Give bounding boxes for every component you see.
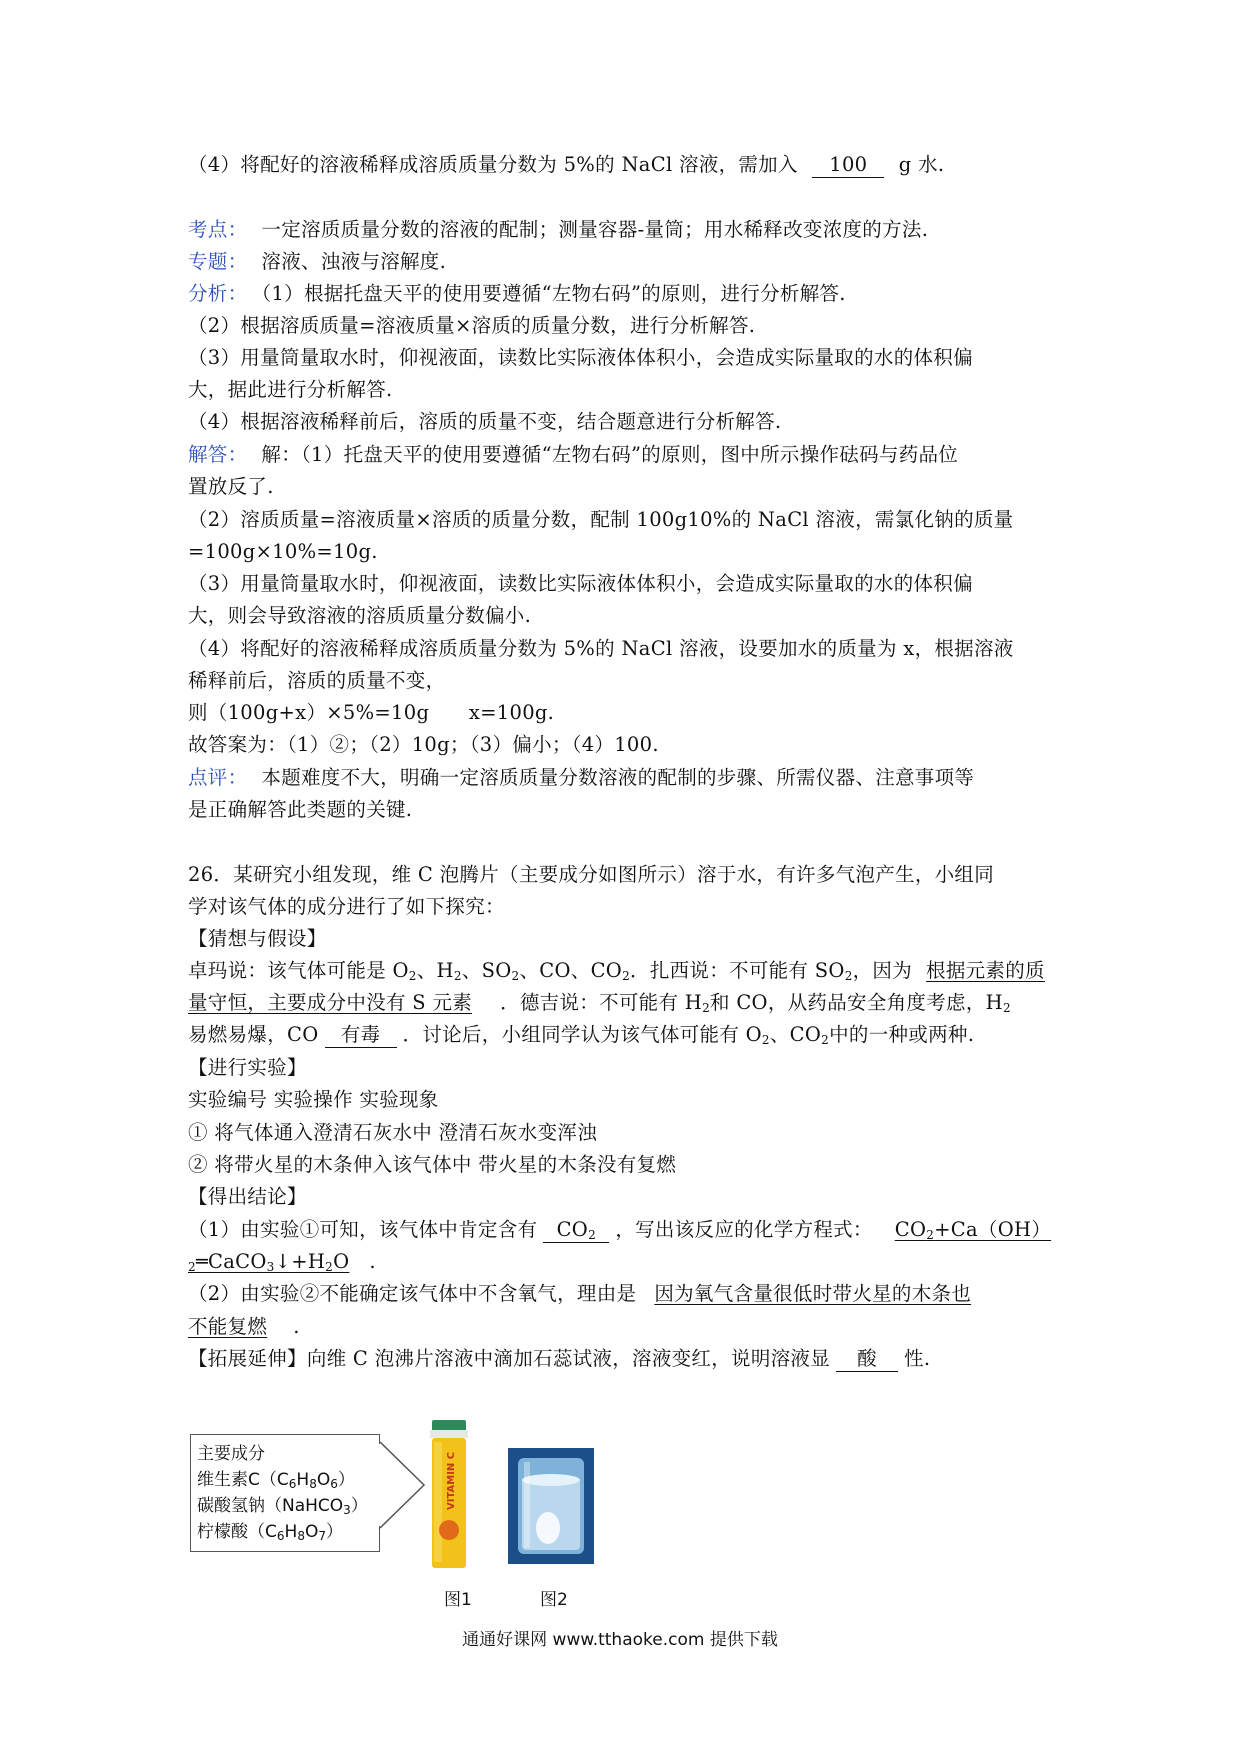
fenxi-4: （4）根据溶液稀释前后，溶质的质量不变，结合题意进行分析解答. — [188, 410, 782, 433]
jieda-3a: （3）用量筒量取水时，仰视液面，读数比实际液体体积小，会造成实际量取的水的体积偏 — [188, 572, 973, 595]
jieda-2a: （2）溶质质量=溶液质量×溶质的质量分数，配制 100g10%的 NaCl 溶液，需氯化钠的质量 — [188, 508, 1014, 531]
q4-text: （4）将配好的溶液稀释成溶质质量分数为 5%的 NaCl 溶液，需加入 — [188, 153, 798, 176]
ingredient-title: 主要成分 — [197, 1444, 265, 1464]
conclusion-1-cont: $_2═CaCO_3↓+H_2O$ . — [188, 1250, 376, 1274]
guess-line-1: 卓玛说：该气体可能是 $O_2$、$H_2$、$SO_2$、CO、$CO_2$．扎西说：不可能有 $SO_2$，因为 根据元素的质 — [188, 959, 1045, 983]
jieda-4b: 稀释前后，溶质的质量不变， — [188, 669, 446, 692]
heading-guess: 【猜想与假设】 — [188, 927, 327, 950]
exp-2: ② 将带火星的木条伸入该气体中 带火星的木条没有复燃 — [188, 1153, 677, 1176]
answer-co2: $CO_2$ — [543, 1218, 609, 1243]
exp-1: ① 将气体通入澄清石灰水中 澄清石灰水变浑浊 — [188, 1121, 597, 1144]
jieda-3b: 大，则会导致溶液的溶质质量分数偏小. — [188, 604, 532, 627]
extension: 【拓展延伸】向维 C 泡沸片溶液中滴加石蕊试液，溶液变红，说明溶液显 酸 性. — [188, 1347, 931, 1370]
callout-pointer — [378, 1440, 428, 1530]
dianping: 点评： 本题难度不大，明确一定溶质质量分数溶液的配制的步骤、所需仪器、注意事项等 — [188, 766, 975, 789]
guess-line-2: 量守恒，主要成分中没有 S 元素 ．德吉说：不可能有 $H_2$和 CO，从药品安全角度考虑，$H_2$ — [188, 991, 1011, 1015]
figure-2-caption: 图2 — [540, 1590, 568, 1610]
answer-reason: 根据元素的质 — [926, 959, 1045, 982]
fenxi: 分析： （1）根据托盘天平的使用要遵循“左物右码”的原则，进行分析解答. — [188, 282, 846, 305]
dianping-label: 点评： — [188, 766, 248, 789]
conclusion-2-cont: 不能复燃 . — [188, 1315, 300, 1338]
conclusion-1: （1）由实验①可知，该气体中肯定含有 $CO_2$ ，写出该反应的化学方程式： $CO_2+Ca(OH)$ — [188, 1218, 1052, 1242]
zhuanti: 专题： 溶液、浊液与溶解度. — [188, 250, 447, 273]
jieda-label: 解答： — [188, 443, 248, 466]
ingredient-citric: 柠檬酸$(C_6H_8O_7)$ — [197, 1522, 343, 1543]
answer-oxygen: 因为氧气含量很低时带火星的木条也 — [654, 1282, 972, 1305]
ingredient-vitc: 维生素$C(C_6H_8O_6)$ — [197, 1470, 355, 1491]
jieda-4a: （4）将配好的溶液稀释成溶质质量分数为 5%的 NaCl 溶液，设要加水的质量为 x，根据溶液 — [188, 637, 1014, 660]
heading-exp: 【进行实验】 — [188, 1056, 307, 1079]
q26-intro-b: 学对该气体的成分进行了如下探究： — [188, 895, 505, 918]
footer-text: 通通好课网 www.tthaoke.com 提供下载 — [462, 1630, 778, 1650]
fenxi-2: （2）根据溶质质量=溶液质量×溶质的质量分数，进行分析解答. — [188, 314, 756, 337]
jieda-2b: =100g×10%=10g. — [188, 540, 378, 563]
q26-intro-a: 26．某研究小组发现，维 C 泡腾片（主要成分如图所示）溶于水，有许多气泡产生，小组同 — [188, 863, 995, 886]
exp-header: 实验编号 实验操作 实验现象 — [188, 1088, 439, 1111]
answer-reason-cont: 量守恒，主要成分中没有 S 元素 — [188, 991, 473, 1014]
svg-text:VITAMIN C: VITAMIN C — [446, 1451, 457, 1510]
dianping-b: 是正确解答此类题的关键. — [188, 798, 413, 821]
zhuanti-label: 专题： — [188, 250, 248, 273]
heading-conclusion: 【得出结论】 — [188, 1185, 307, 1208]
answer-oxygen-cont: 不能复燃 — [188, 1315, 268, 1338]
jieda-answer: 故答案为：（1）②；（2）10g；（3）偏小；（4）100. — [188, 733, 659, 756]
jieda: 解答： 解：（1）托盘天平的使用要遵循“左物右码”的原则，图中所示操作砝码与药品位 — [188, 443, 959, 466]
kaodian: 考点： 一定溶质质量分数的溶液的配制；测量容器-量筒；用水稀释改变浓度的方法. — [188, 218, 929, 241]
vitamin-tube-image — [426, 1420, 472, 1570]
ingredient-nahco3: 碳酸氢钠（NaHCO$_3$） — [197, 1496, 368, 1517]
guess-line-3: 易燃易爆，CO 有毒 ．讨论后，小组同学认为该气体可能有 $O_2$、$CO_2$中的一种或两种. — [188, 1023, 975, 1047]
heading-extension: 【拓展延伸】 — [188, 1347, 307, 1370]
fenxi-label: 分析： — [188, 282, 248, 305]
ingredient-box — [190, 1434, 380, 1552]
conclusion-2: （2）由实验②不能确定该气体中不含氧气，理由是 因为氧气含量很低时带火星的木条也 — [188, 1282, 972, 1305]
answer-acid: 酸 — [836, 1347, 898, 1372]
kaodian-label: 考点： — [188, 218, 248, 241]
q4-line: （4）将配好的溶液稀释成溶质质量分数为 5%的 NaCl 溶液，需加入 100 g 水. — [188, 153, 945, 176]
answer-co: 有毒 — [325, 1023, 397, 1048]
jieda-1b: 置放反了. — [188, 475, 274, 498]
fenxi-3b: 大，据此进行分析解答. — [188, 378, 393, 401]
answer-blank: 100 — [812, 153, 884, 178]
answer-equation: $CO_2+Ca(OH)$ — [894, 1218, 1052, 1242]
fenxi-3a: （3）用量筒量取水时，仰视液面，读数比实际液体体积小，会造成实际量取的水的体积偏 — [188, 346, 973, 369]
figure-1-caption: 图1 — [444, 1590, 472, 1610]
glass-image — [508, 1448, 594, 1564]
jieda-4c: 则（100g+x）×5%=10g x=100g. — [188, 701, 555, 724]
answer-equation-cont: $_2═CaCO_3↓+H_2O$ — [188, 1250, 350, 1274]
